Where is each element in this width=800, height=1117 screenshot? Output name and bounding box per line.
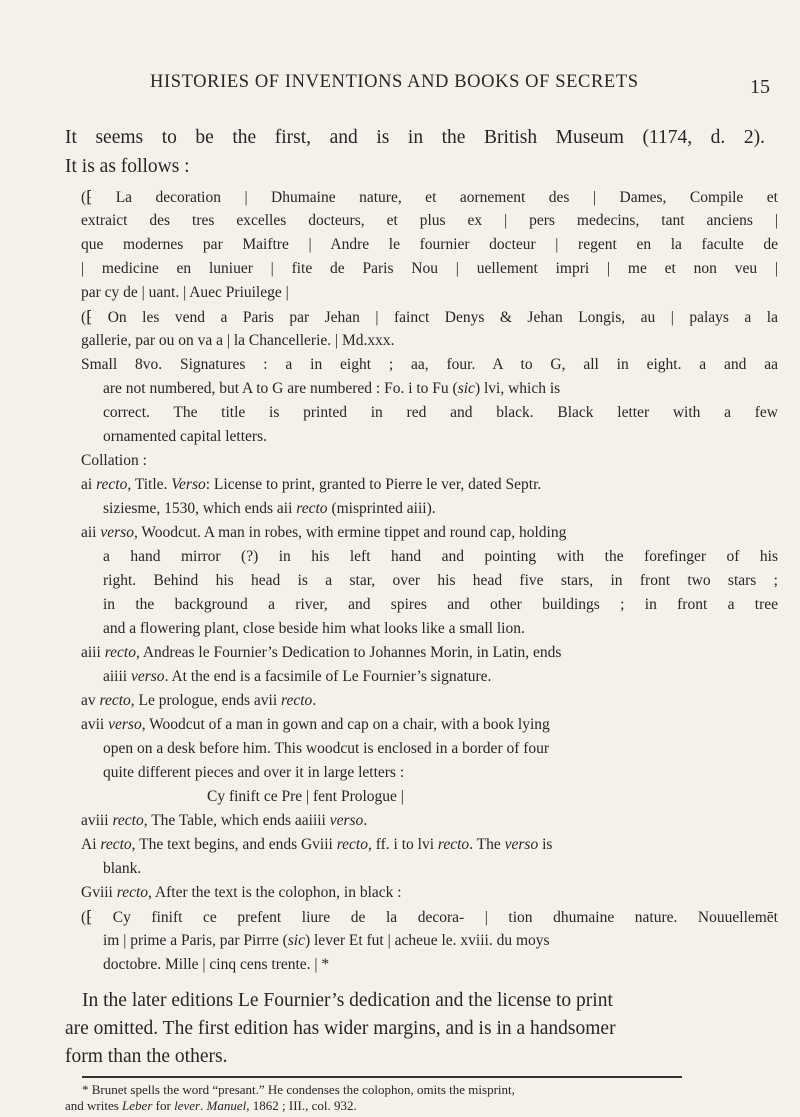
entry-line: Small 8vo. Signatures : a in eight ; aa, four. A to G, all in eight. a and aa — [81, 356, 778, 373]
intro-line: It is as follows : — [65, 156, 190, 177]
entry-line: gallerie, par ou on va a | la Chancellerie. | Md.xxx. — [81, 332, 395, 349]
entry-line: siziesme, 1530, which ends aii recto (misprinted aiii). — [103, 500, 436, 517]
entry-line: (⁅ On les vend a Paris par Jehan | fainct Denys & Jehan Longis, au | palays a la — [81, 309, 778, 326]
entry-line: open on a desk before him. This woodcut is enclosed in a border of four — [103, 740, 550, 757]
entry-line: que modernes par Maiftre | Andre le fournier docteur | regent en la faculte de — [81, 236, 778, 253]
entry-line: avii verso, Woodcut of a man in gown and cap on a chair, with a book lying — [81, 716, 550, 733]
entry-line: extraict des tres excelles docteurs, et plus ex | pers medecins, tant anciens | — [81, 212, 778, 229]
entry-line: quite different pieces and over it in large letters : — [103, 764, 405, 781]
entry-line: aiii recto, Andreas le Fournier’s Dedication to Johannes Morin, in Latin, ends — [81, 644, 562, 661]
entry-line: par cy de | uant. | Auec Priuilege | — [81, 284, 289, 301]
entry-line: doctobre. Mille | cinq cens trente. | * — [103, 956, 330, 973]
entry-line: Gviii recto, After the text is the colophon, in black : — [81, 884, 402, 901]
entry-line: right. Behind his head is a star, over his head five stars, in front two stars ; — [103, 572, 778, 589]
closing-line: are omitted. The first edition has wider margins, and is in a handsomer — [65, 1018, 616, 1039]
entry-line: Ai recto, The text begins, and ends Gviii recto, ff. i to lvi recto. The verso is — [81, 836, 553, 853]
entry-line: Cy finift ce Pre | fent Prologue | — [207, 788, 404, 805]
entry-line: | medicine en luniuer | fite de Paris Nou | uellement impri | me et non veu | — [81, 260, 778, 277]
closing-line: In the later editions Le Fournier’s dedication and the license to print — [82, 990, 613, 1011]
intro-line: It seems to be the first, and is in the British Museum (1174, d. 2). — [65, 127, 765, 148]
entry-line: a hand mirror (?) in his left hand and pointing with the forefinger of his — [103, 548, 778, 565]
entry-line: (⁅ Cy finift ce prefent liure de la decora- | tion dhumaine nature. Nouuellemēt — [81, 909, 778, 926]
entry-line: im | prime a Paris, par Pirrre (sic) lever Et fut | acheue le. xviii. du moys — [103, 932, 550, 949]
entry-line: (⁅ La decoration | Dhumaine nature, et aornement des | Dames, Compile et — [81, 189, 778, 206]
entry-line: aiiii verso. At the end is a facsimile of Le Fournier’s signature. — [103, 668, 492, 685]
footnote-line: and writes Leber for lever. Manuel, 1862 ; III., col. 932. — [65, 1098, 357, 1113]
running-header: HISTORIES OF INVENTIONS AND BOOKS OF SECRETS — [150, 72, 639, 92]
entry-line: in the background a river, and spires and other buildings ; in front a tree — [103, 596, 778, 613]
footnote-rule — [82, 1076, 682, 1078]
collation-heading: Collation : — [81, 452, 147, 469]
page-number: 15 — [750, 76, 770, 98]
entry-line: aviii recto, The Table, which ends aaiiii verso. — [81, 812, 368, 829]
entry-line: blank. — [103, 860, 142, 877]
entry-line: ornamented capital letters. — [103, 428, 267, 445]
entry-line: aii verso, Woodcut. A man in robes, with ermine tippet and round cap, holding — [81, 524, 567, 541]
entry-line: av recto, Le prologue, ends avii recto. — [81, 692, 317, 709]
closing-line: form than the others. — [65, 1046, 228, 1067]
entry-line: and a flowering plant, close beside him what looks like a small lion. — [103, 620, 525, 637]
entry-line: are not numbered, but A to G are numbered : Fo. i to Fu (sic) lvi, which is — [103, 380, 561, 397]
entry-line: ai recto, Title. Verso: License to print, granted to Pierre le ver, dated Septr. — [81, 476, 542, 493]
entry-line: correct. The title is printed in red and black. Black letter with a few — [103, 404, 778, 421]
footnote-line: * Brunet spells the word “presant.” He condenses the colophon, omits the misprint, — [82, 1082, 515, 1097]
